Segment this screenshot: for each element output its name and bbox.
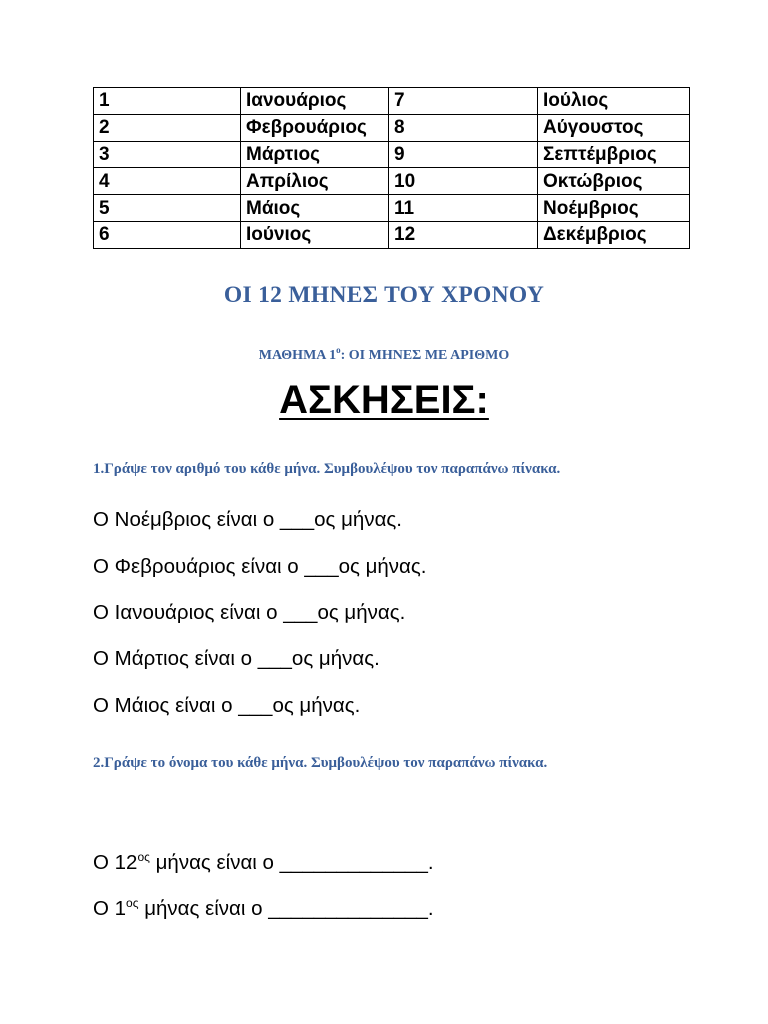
month-number-cell: 4 [94, 168, 241, 195]
table-row [94, 195, 690, 222]
exercise-2-line-prefix: Ο 1 [93, 897, 127, 920]
months-table [93, 87, 690, 249]
month-name-cell: Μάρτιος [241, 141, 389, 168]
month-number-cell: 7 [389, 88, 538, 115]
exercise-2-line [93, 896, 434, 922]
exercise-2-line-suffix: μήνας είναι ο ______________. [138, 897, 434, 920]
exercise-2-line-prefix: Ο 12 [93, 851, 138, 874]
ordinal-suffix: ος [126, 896, 139, 910]
month-number-cell: 12 [389, 221, 538, 248]
exercise-1-line: Ο Νοέμβριος είναι ο ___ος μήνας. [93, 508, 402, 531]
month-number-cell: 6 [94, 221, 241, 248]
exercise-2-line-suffix: μήνας είναι ο _____________. [149, 851, 434, 874]
ordinal-suffix: ος [137, 850, 150, 864]
table-row [94, 88, 690, 115]
exercise-1-instruction: 1.Γράψε τον αριθμό του κάθε μήνα. Συμβουλέψου τον παραπάνω πίνακα. [93, 461, 561, 477]
month-number-cell: 9 [389, 141, 538, 168]
month-number-cell: 3 [94, 141, 241, 168]
month-number-cell: 1 [94, 88, 241, 115]
month-name-cell: Μάιος [241, 195, 389, 222]
month-name-cell: Αύγουστος [538, 114, 690, 141]
exercise-2-line [93, 850, 434, 876]
month-number-cell: 5 [94, 195, 241, 222]
exercise-1-line: Ο Ιανουάριος είναι ο ___ος μήνας. [93, 601, 406, 624]
month-number-cell: 2 [94, 114, 241, 141]
month-name-cell: Οκτώβριος [538, 168, 690, 195]
exercise-1-line: Ο Μάρτιος είναι ο ___ος μήνας. [93, 647, 380, 670]
month-name-cell: Σεπτέμβριος [538, 141, 690, 168]
month-number-cell: 11 [389, 195, 538, 222]
table-row [94, 221, 690, 248]
exercise-2-instruction: 2.Γράψε το όνομα του κάθε μήνα. Συμβουλέψου τον παραπάνω πίνακα. [93, 755, 548, 771]
table-row [94, 141, 690, 168]
month-name-cell: Ιούλιος [538, 88, 690, 115]
month-name-cell: Ιούνιος [241, 221, 389, 248]
exercise-1-line: Ο Μάιος είναι ο ___ος μήνας. [93, 694, 361, 717]
month-name-cell: Δεκέμβριος [538, 221, 690, 248]
document-title: ΟΙ 12 ΜΗΝΕΣ ΤΟΥ ΧΡΟΝΟΥ [223, 282, 545, 308]
month-number-cell: 8 [389, 114, 538, 141]
lesson-subtitle-ordinal: ο [336, 345, 341, 355]
exercise-1-line: Ο Φεβρουάριος είναι ο ___ος μήνας. [93, 555, 427, 578]
month-name-cell: Απρίλιος [241, 168, 389, 195]
lesson-subtitle-suffix: : ΟΙ ΜΗΝΕΣ ΜΕ ΑΡΙΘΜΟ [340, 348, 510, 363]
table-row [94, 168, 690, 195]
lesson-subtitle [0, 345, 768, 364]
month-number-cell: 10 [389, 168, 538, 195]
lesson-subtitle-prefix: ΜΑΘΗΜΑ 1 [258, 348, 337, 363]
month-name-cell: Ιανουάριος [241, 88, 389, 115]
table-row [94, 114, 690, 141]
exercises-heading: ΑΣΚΗΣΕΙΣ: [279, 378, 489, 422]
month-name-cell: Νοέμβριος [538, 195, 690, 222]
month-name-cell: Φεβρουάριος [241, 114, 389, 141]
